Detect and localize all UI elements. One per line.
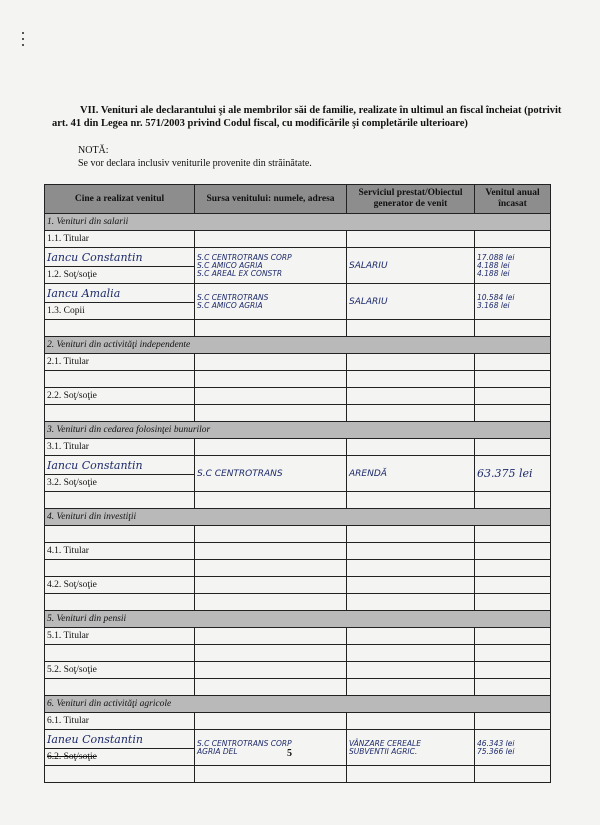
- section-row: [45, 509, 551, 526]
- table-row: [45, 577, 551, 594]
- handwritten-source: S.C CENTROTRANS CORP AGRIA DEL: [197, 738, 292, 756]
- section-title: 3. Venituri din cedarea folosinţei bunurilor: [45, 422, 551, 439]
- table-row: [45, 526, 551, 543]
- handwritten-name: Iancu Amalia: [47, 286, 121, 300]
- table-row: [45, 679, 551, 696]
- row-label: 5.1. Titular: [45, 628, 195, 645]
- column-header: Sursa venitului: numele, adresa: [195, 185, 347, 214]
- handwritten-service: ARENDĂ: [349, 468, 387, 479]
- section-row: [45, 214, 551, 231]
- row-label: 3.2. Soţ/soţie: [45, 475, 195, 492]
- handwritten-name: Iancu Constantin: [47, 458, 143, 472]
- table-row: [45, 543, 551, 560]
- column-header: Venitul anual încasat: [475, 185, 551, 214]
- section-title: 6. Venituri din activităţi agricole: [45, 696, 551, 713]
- row-label: 4.2. Soţ/soţie: [45, 577, 195, 594]
- table-row: [45, 371, 551, 388]
- table-row: [45, 388, 551, 405]
- row-label: 2.1. Titular: [45, 354, 195, 371]
- section-row: [45, 611, 551, 628]
- table-row: [45, 284, 551, 303]
- table-row: [45, 354, 551, 371]
- table-row: [45, 628, 551, 645]
- section-title: 1. Venituri din salarii: [45, 214, 551, 231]
- table-row: [45, 730, 551, 749]
- handwritten-service: VÂNZARE CEREALE SUBVENTII AGRIC.: [349, 738, 421, 756]
- row-label: 4.1. Titular: [45, 543, 195, 560]
- column-header: Serviciul prestat/Obiectul generator de venit: [347, 185, 475, 214]
- table-row: [45, 439, 551, 456]
- handwritten-amount: 10.584 lei 3.168 lei: [477, 292, 515, 310]
- handwritten-amount: 46.343 lei 75.366 lei: [477, 738, 515, 756]
- table-header-row: [45, 185, 551, 214]
- table-row: [45, 766, 551, 783]
- handwritten-amount: 63.375 lei: [477, 467, 533, 480]
- section-title: VII. Venituri ale declarantului şi ale membrilor săi de familie, realizate în ultimul an fiscal încheiat (potrivit art. 41 din Legea nr. 571/2003 privind Codul fiscal, cu modificările şi completările ulterioare): [52, 105, 562, 129]
- handwritten-name: Ianeu Constantin: [47, 732, 143, 746]
- table-row: [45, 560, 551, 577]
- page-number: 5: [287, 748, 292, 759]
- row-label: 1.1. Titular: [45, 231, 195, 248]
- row-label: 6.1. Titular: [45, 713, 195, 730]
- handwritten-amount: 17.088 lei 4.188 lei 4.188 lei: [477, 252, 515, 278]
- handwritten-source: S.C CENTROTRANS: [197, 468, 283, 479]
- table-row: [45, 713, 551, 730]
- table-row: [45, 248, 551, 267]
- section-row: [45, 422, 551, 439]
- table-row: [45, 405, 551, 422]
- handwritten-source: S.C CENTROTRANS CORP S.C AMICO AGRIA S.C AREAL EX CONSTR: [197, 252, 292, 278]
- table-row: [45, 594, 551, 611]
- row-label: 6.2. Soţ/soţie: [47, 752, 97, 762]
- row-label: 1.2. Soţ/soţie: [45, 267, 195, 284]
- handwritten-source: S.C CENTROTRANS S.C AMICO AGRIA: [197, 292, 269, 310]
- table-row: [45, 662, 551, 679]
- handwritten-service: SALARIU: [349, 260, 388, 271]
- section-row: [45, 696, 551, 713]
- section-title: 4. Venituri din investiţii: [45, 509, 551, 526]
- section-title: 5. Venituri din pensii: [45, 611, 551, 628]
- row-label: 5.2. Soţ/soţie: [45, 662, 195, 679]
- row-label: 2.2. Soţ/soţie: [45, 388, 195, 405]
- income-table: [44, 184, 551, 783]
- handwritten-service: SALARIU: [349, 296, 388, 307]
- handwritten-name: Iancu Constantin: [47, 250, 143, 264]
- row-label: 1.3. Copii: [45, 303, 195, 320]
- column-header: Cine a realizat venitul: [45, 185, 195, 214]
- nota-label: NOTĂ:: [78, 145, 109, 156]
- row-label: 3.1. Titular: [45, 439, 195, 456]
- nota-text: Se vor declara inclusiv veniturile provenite din străinătate.: [78, 158, 312, 169]
- table-row: [45, 231, 551, 248]
- section-row: [45, 337, 551, 354]
- margin-marks: [22, 28, 26, 58]
- section-title: 2. Venituri din activităţi independente: [45, 337, 551, 354]
- table-row: [45, 492, 551, 509]
- table-row: [45, 320, 551, 337]
- table-row: [45, 456, 551, 475]
- table-row: [45, 645, 551, 662]
